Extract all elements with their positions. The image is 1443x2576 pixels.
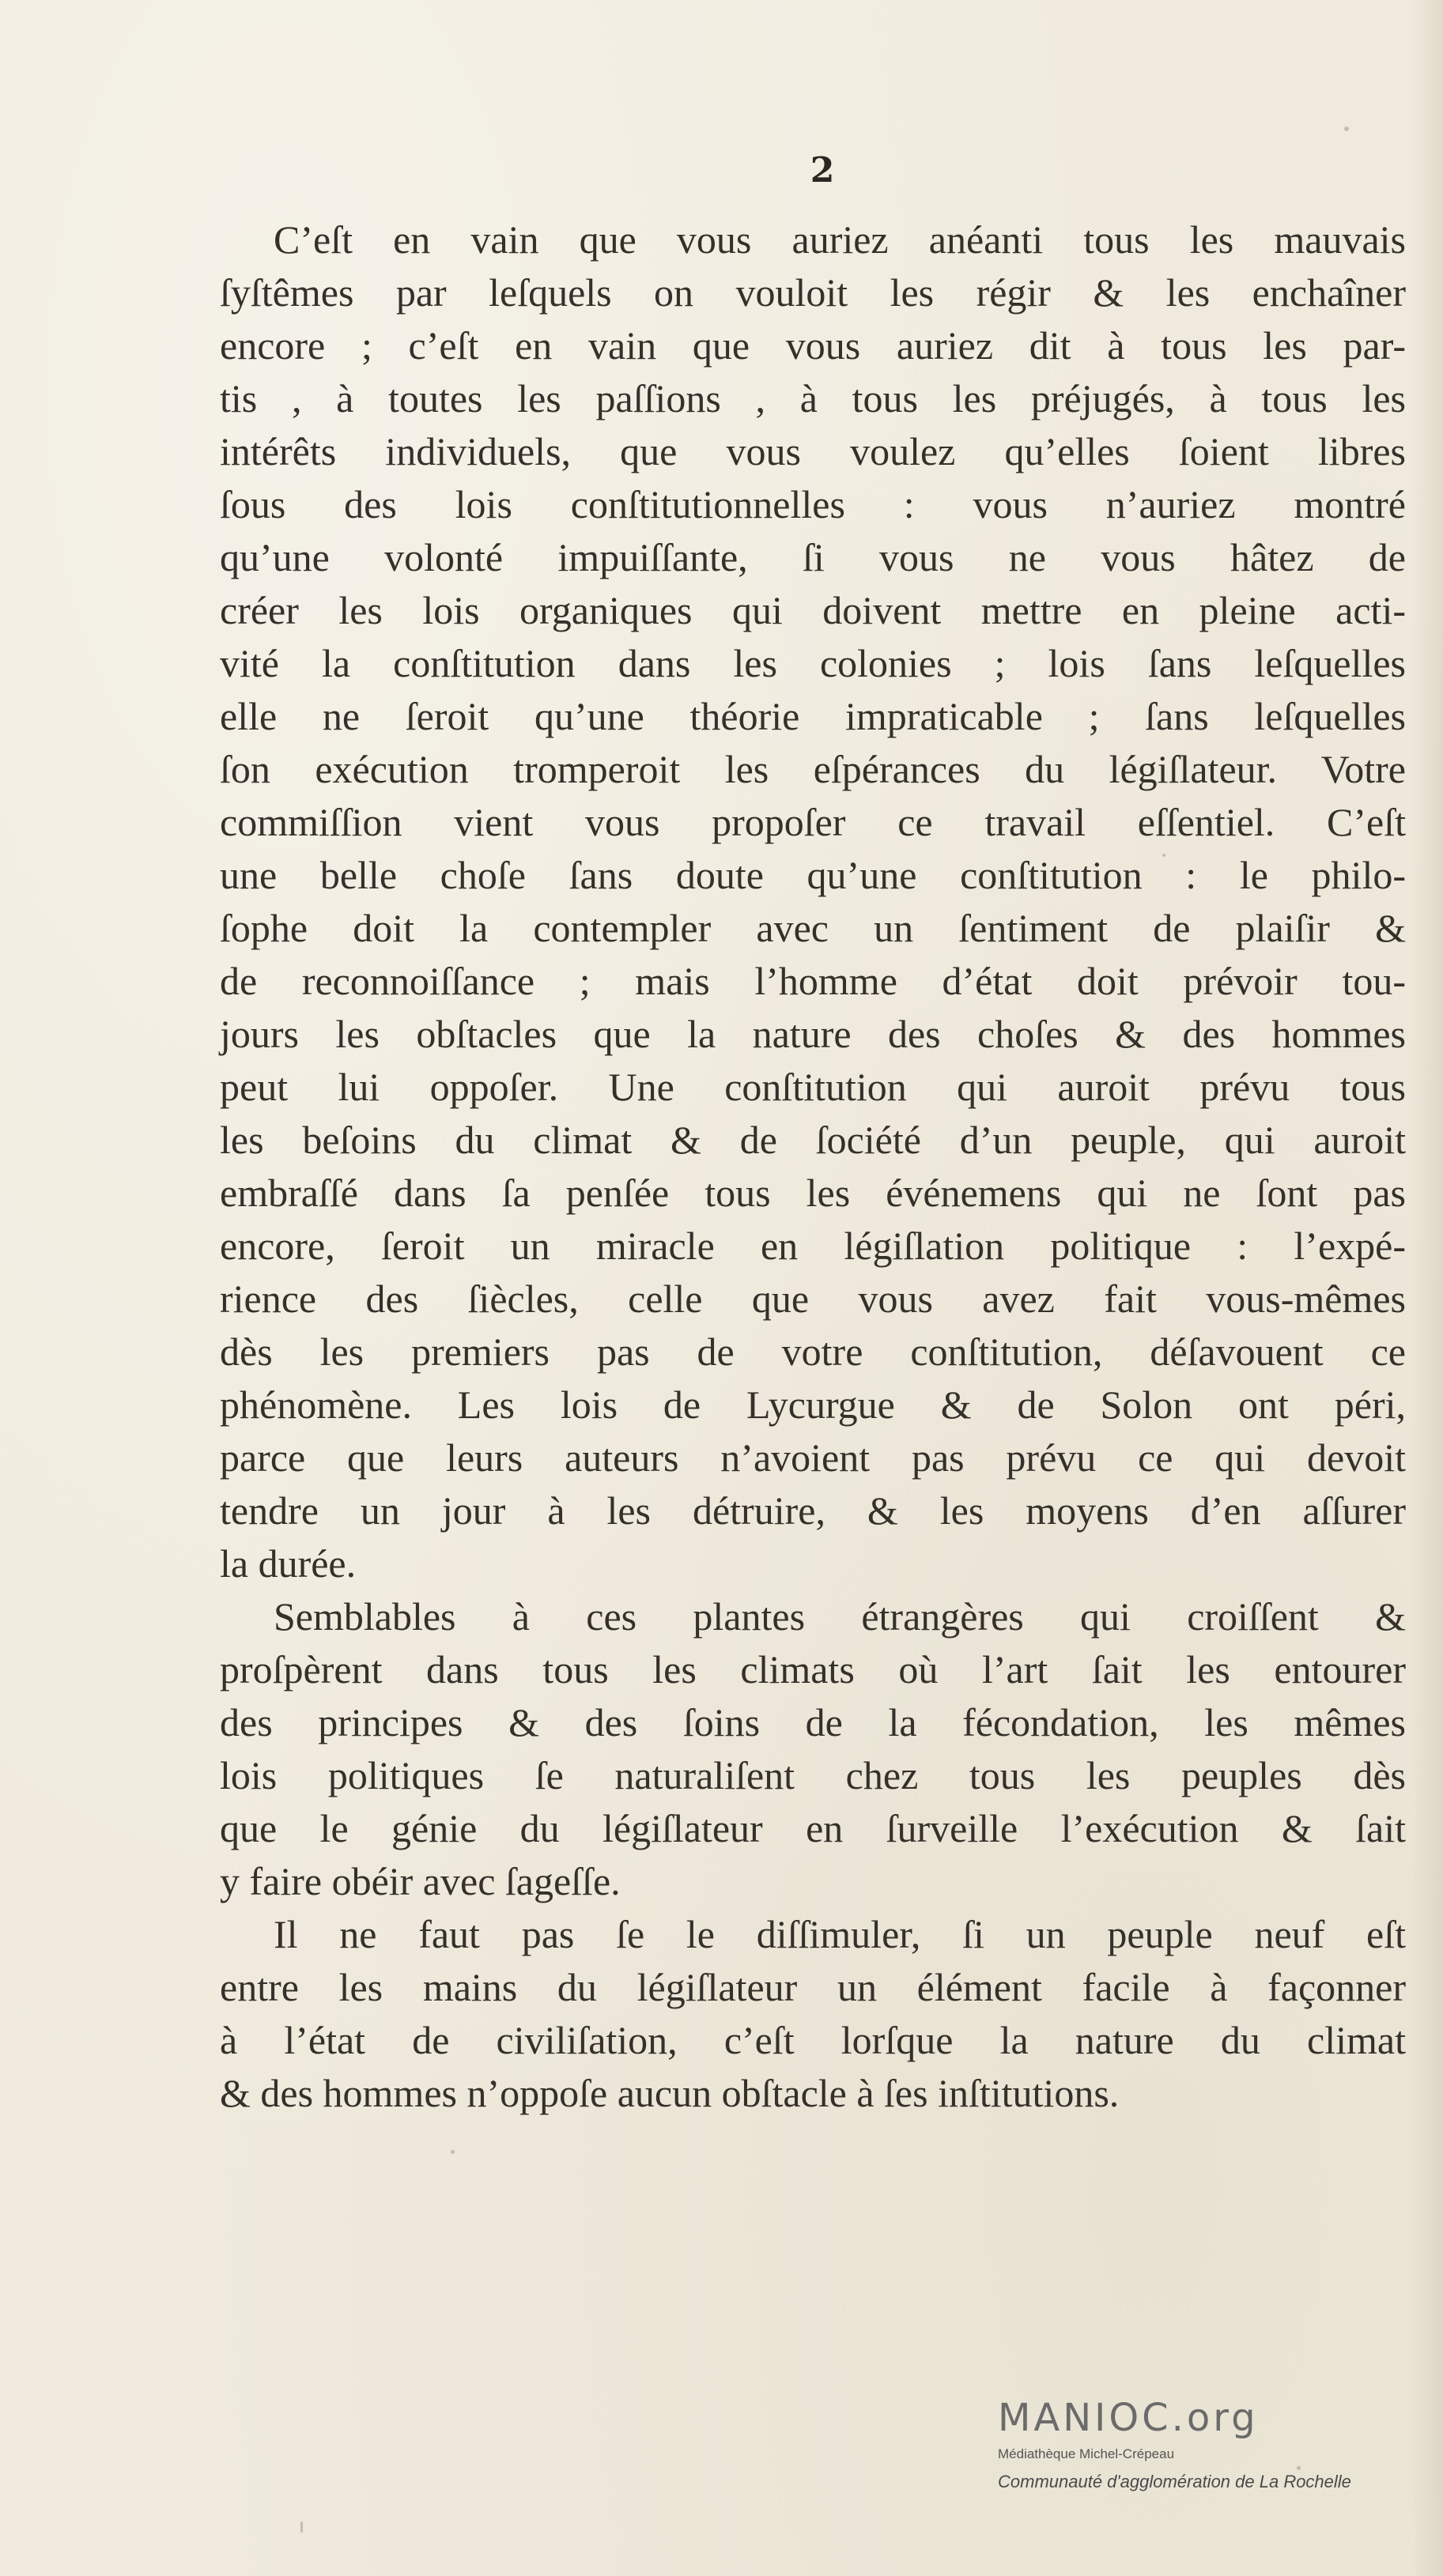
watermark [998,2397,1425,2493]
text-line: la durée. [220,1541,357,1586]
text-line: rience des ſiècles, celle que vous avez fait vous-mêmes [220,1277,1406,1321]
manioc-logo: MANIOC.org [998,2396,1259,2440]
text-line: vité la conſtitution dans les colonies ; lois ſans leſquelles [220,641,1406,685]
paper-speck [300,2521,303,2533]
text-line: Semblables à ces plantes étrangères qui croiſſent & [274,1594,1406,1639]
text-line: C’eſt en vain que vous auriez anéanti tous les mauvais [274,217,1406,262]
text-line: tendre un jour à les détruire, & les moyens d’en aſſurer [220,1488,1406,1533]
text-line: à l’état de civiliſation, c’eſt lorſque la nature du climat [220,2018,1406,2062]
text-line: intérêts individuels, que vous voulez qu’elles ſoient libres [220,429,1406,473]
text-line: encore, ſeroit un miracle en légiſlation politique : l’expé- [220,1224,1406,1268]
text-line: & des hommes n’oppoſe aucun obſtacle à ſes inſtitutions. [220,2071,1120,2115]
paper-speck [1344,126,1349,131]
text-line: phénomène. Les lois de Lycurgue & de Solon ont péri, [220,1382,1406,1427]
text-line: entre les mains du légiſlateur un élément facile à façonner [220,1965,1406,2009]
text-line: des principes & des ſoins de la fécondation, les mêmes [220,1700,1406,1744]
page-number: 2 [810,150,835,190]
watermark-community: Communauté d'agglomération de La Rochelle [998,2472,1351,2491]
text-line: créer les lois organiques qui doivent mettre en pleine acti- [220,588,1406,632]
text-line: lois politiques ſe naturaliſent chez tous les peuples dès [220,1753,1406,1797]
paragraph-2 [220,1590,1406,1908]
text-line: encore ; c’eſt en vain que vous auriez dit à tous les par- [220,323,1406,368]
text-line: ſon exécution tromperoit les eſpérances du légiſlateur. Votre [220,747,1406,791]
text-line: embraſſé dans ſa penſée tous les événemens qui ne ſont pas [220,1171,1406,1215]
text-line: parce que leurs auteurs n’avoient pas prévu ce qui devoit [220,1435,1406,1480]
paper-speck [1297,2466,1301,2470]
text-line: Il ne faut pas ſe le diſſimuler, ſi un peuple neuf eſt [274,1912,1406,1956]
text-line: dès les premiers pas de votre conſtitution, déſavouent ce [220,1329,1406,1374]
body-text [220,213,1406,2120]
text-line: qu’une volonté impuiſſante, ſi vous ne vous hâtez de [220,535,1406,579]
paragraph-3 [220,1908,1406,2120]
text-line: commiſſion vient vous propoſer ce travail eſſentiel. C’eſt [220,800,1406,844]
text-line: ſyſtêmes par leſquels on vouloit les régir & les enchaîner [220,270,1406,315]
text-line: peut lui oppoſer. Une conſtitution qui auroit prévu tous [220,1065,1406,1109]
paragraph-1 [220,213,1406,1590]
text-line: ſophe doit la contempler avec un ſentiment de plaiſir & [220,906,1406,950]
text-line: jours les obſtacles que la nature des choſes & des hommes [220,1012,1406,1056]
watermark-library: Médiathèque Michel-Crépeau [998,2446,1175,2461]
paper-speck [1162,854,1165,857]
text-line: une belle choſe ſans doute qu’une conſtitution : le philo- [220,853,1406,897]
text-line: que le génie du légiſlateur en ſurveille l’exécution & ſait [220,1806,1406,1850]
text-line: ſous des lois conſtitutionnelles : vous n’auriez montré [220,482,1406,526]
page-edge-shadow [1411,0,1443,2576]
text-line: de reconnoiſſance ; mais l’homme d’état doit prévoir tou- [220,959,1406,1003]
text-line: tis , à toutes les paſſions , à tous les préjugés, à tous les [220,376,1406,421]
text-line: elle ne ſeroit qu’une théorie impraticable ; ſans leſquelles [220,694,1406,738]
text-line: proſpèrent dans tous les climats où l’art ſait les entourer [220,1647,1406,1692]
text-line: y faire obéir avec ſageſſe. [220,1859,621,1903]
text-line: les beſoins du climat & de ſociété d’un peuple, qui auroit [220,1118,1406,1162]
paper-speck [451,2150,455,2154]
